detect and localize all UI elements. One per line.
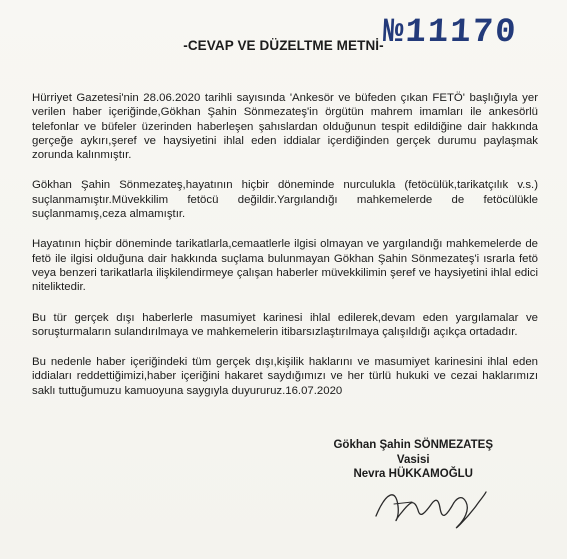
document-body	[32, 91, 538, 414]
handwritten-signature	[372, 476, 490, 536]
signatory-name: Gökhan Şahin SÖNMEZATEŞ	[333, 439, 493, 451]
signatory-role: Vasisi	[396, 453, 430, 466]
paragraph-3: Hayatının hiçbir döneminde tarikatlarla,cemaatlerle ilgisi olmayan ve yargılandığı mahkemelerde de fetö ile ilgisi olduğuna dair hakkında suçlama bulunmayan Gökhan Şahin Sönmezateş'i ısrarla fetö veya benzeri tarikatlarla ilişkilendirmeye çalışan haberler müvekkilimin şeref ve haysiyetini ihlal edici niteliktedir.	[32, 238, 538, 294]
document-title: -CEVAP VE DÜZELTME METNİ-	[183, 38, 384, 53]
paragraph-2: Gökhan Şahin Sönmezateş,hayatının hiçbir döneminde nurculukla (fetöcülük,tarikatçılık v.s.) suçlanmamıştır.Müvekkilim fetöcü değildir.Yargılandığı mahkemelerde de fetöcülükle suçlanmamış,ceza almamıştır.	[32, 179, 538, 221]
paragraph-4: Bu tür gerçek dışı haberlerle masumiyet karinesi ihlal edilerek,devam eden yargılamalar ve soruşturmaların sulandırılmaya ve mahkemelerin itibarsızlaştırılmaya çalışıldığı açıkça ortadadır.	[32, 311, 538, 338]
signature-block	[333, 438, 493, 482]
paragraph-5: Bu nedenle haber içeriğindeki tüm gerçek dışı,kişilik haklarını ve masumiyet karinesini ihlal eden iddiaları reddettiğimizi,haber içeriğini hakaret saydığımızı ve her türlü hukuki ve cezai haklarımızı saklı tuttuğumuzu kamuoyuna saygıyla duyururuz.16.07.2020	[32, 356, 538, 397]
guardian-name: Nevra HÜKKAMOĞLU	[353, 468, 473, 480]
stamp-number: №11170	[382, 14, 519, 52]
paragraph-1: Hürriyet Gazetesi'nin 28.06.2020 tarihli sayısında 'Ankesör ve büfeden çıkan FETÖ' başlığıyla yer verilen haber içeriğinde,Gökhan Şahin Sönmezateş'in örgütün mahrem imamları ile ankesörlü telefonlar ve büfeler üzerinden haberleşen şahıslardan olduğunun tespit edildiğine dair hakkında gerçeğe aykırı,şeref ve haysiyetini ihlal eden iddialar içerdiğinden gerçek durumu paylaşmak zorunda kalınmıştır.	[32, 92, 538, 162]
